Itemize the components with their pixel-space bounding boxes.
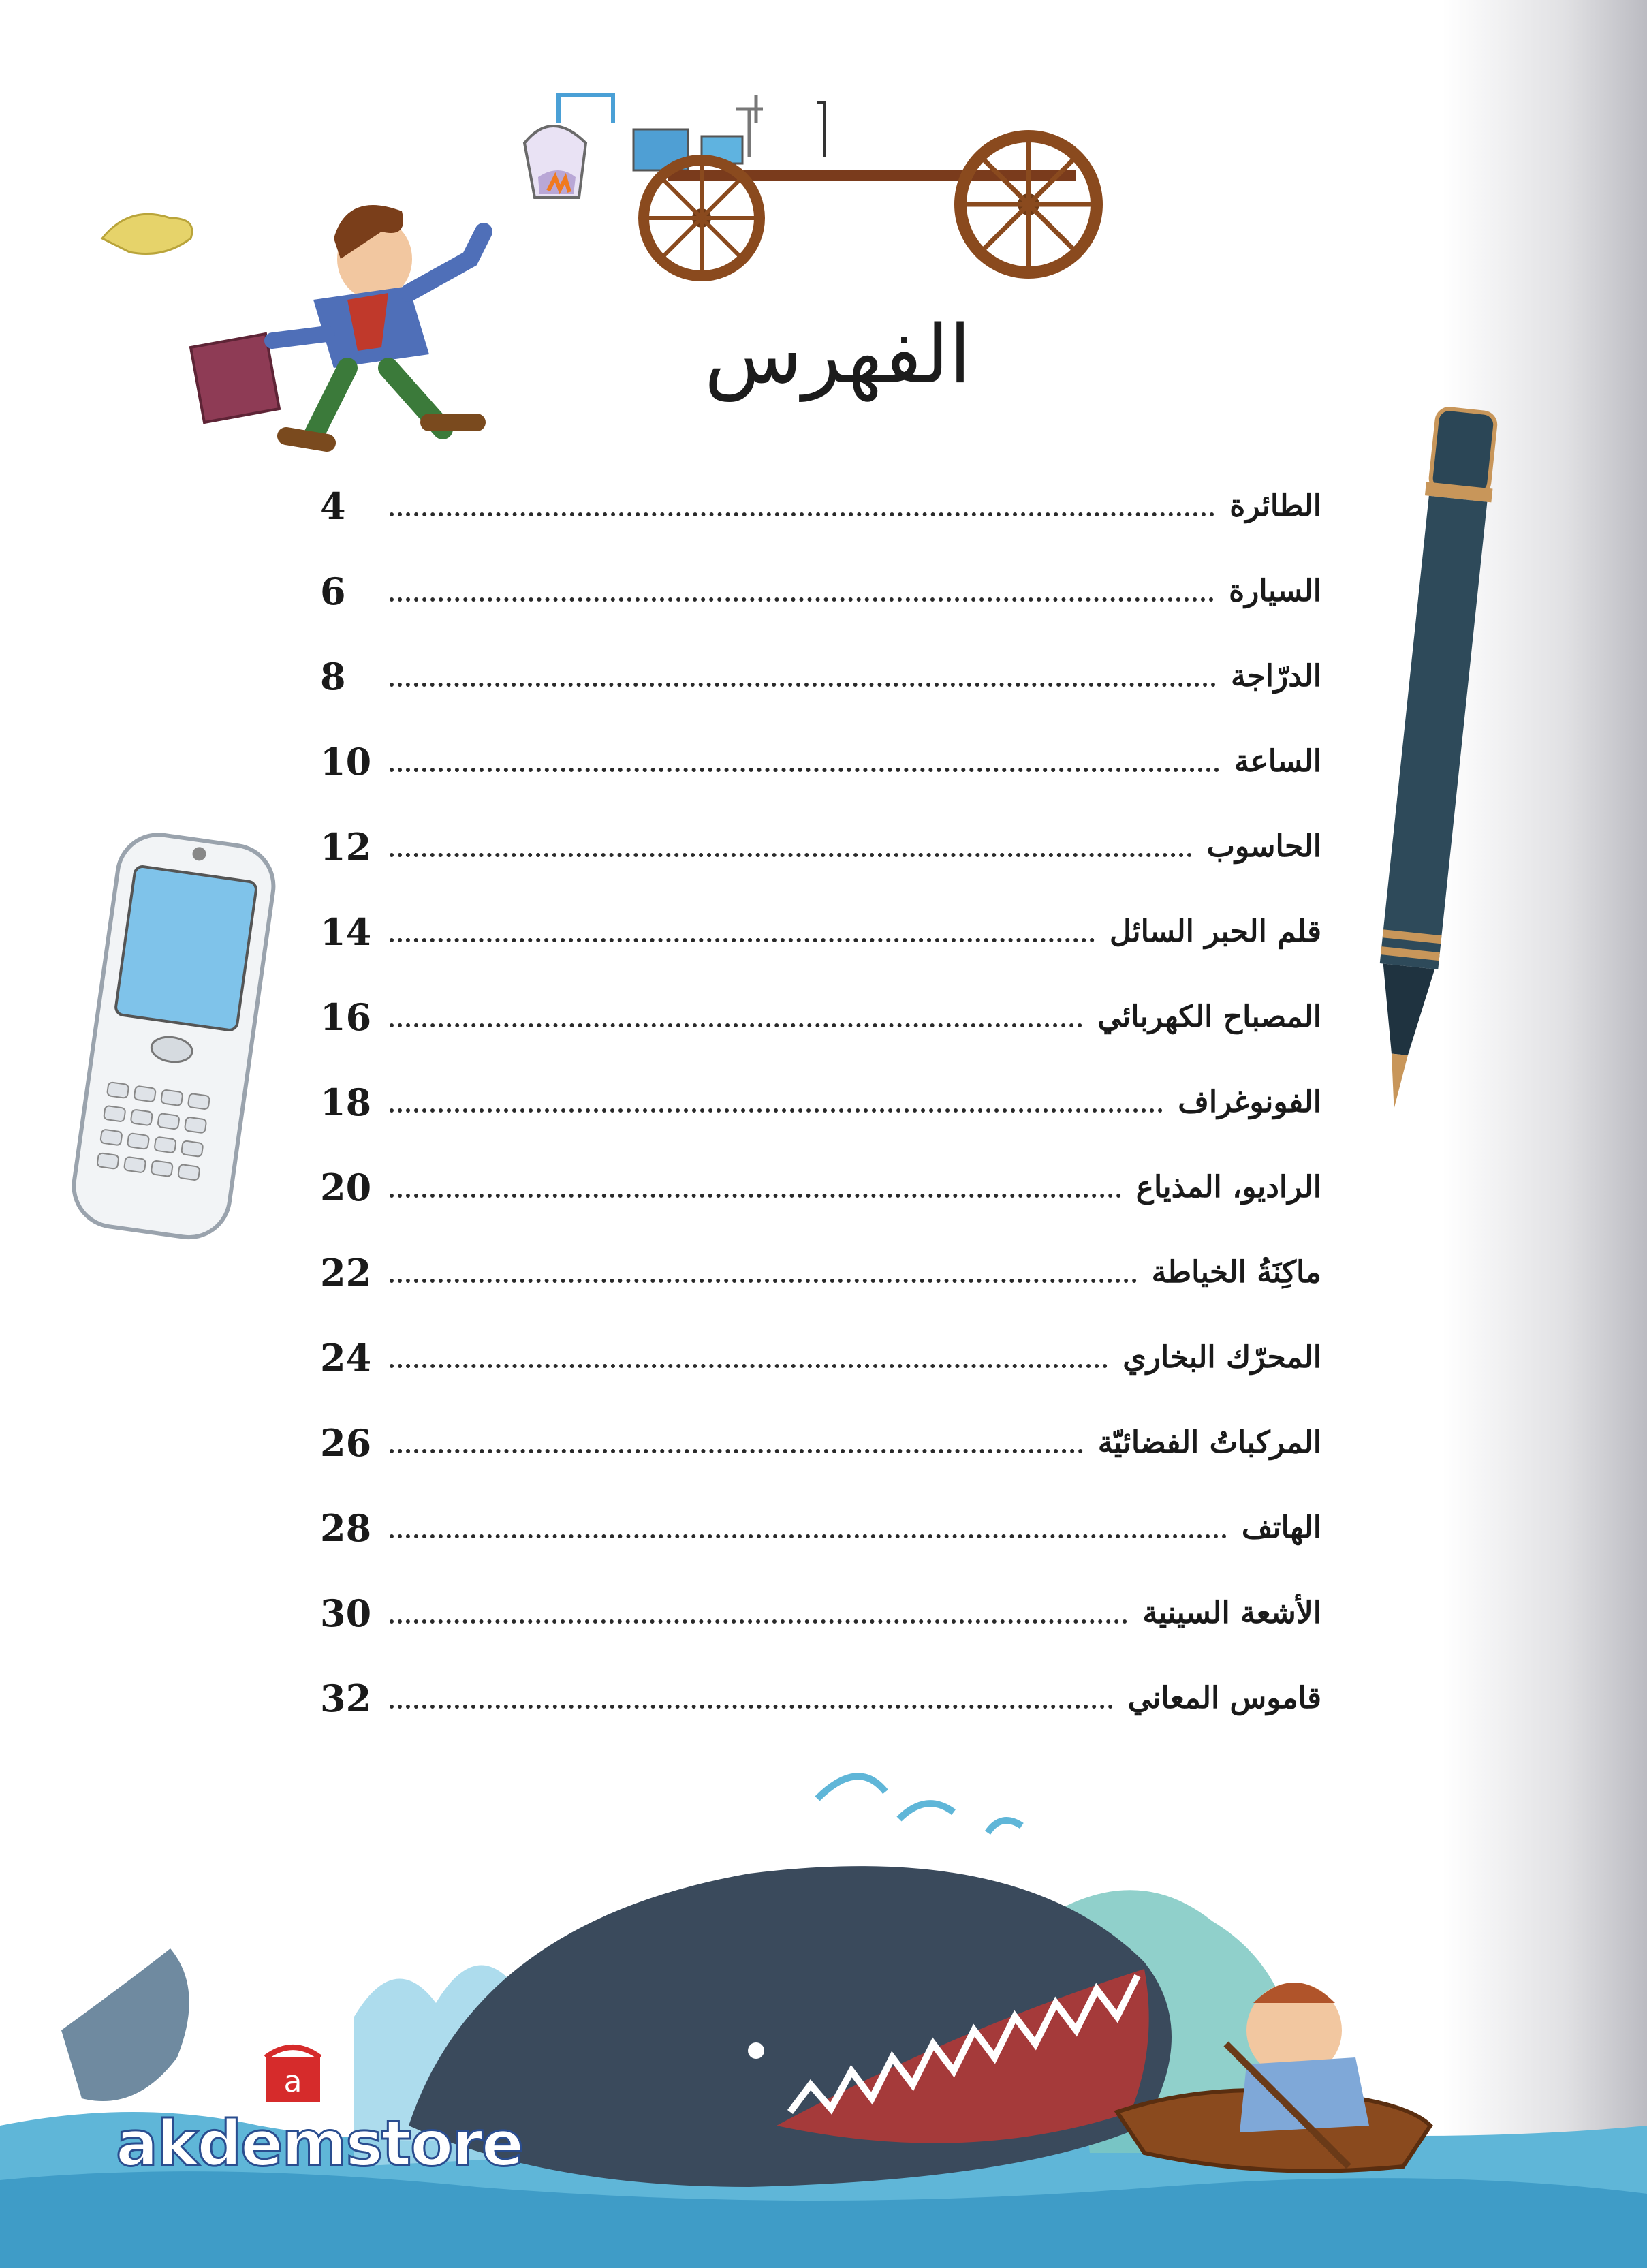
toc-leader — [390, 1619, 1127, 1624]
toc-row[interactable] — [320, 974, 1321, 1059]
toc-row[interactable] — [320, 719, 1321, 804]
toc-label: المصباح الكهربائي — [1091, 999, 1321, 1034]
toc-label: الأشعة السينية — [1135, 1596, 1321, 1630]
toc-leader — [390, 1449, 1083, 1453]
toc-leader — [390, 1023, 1082, 1027]
toc-page-number: 8 — [320, 654, 346, 698]
toc-label: السيارة — [1222, 574, 1321, 608]
toc-page-number: 26 — [320, 1420, 372, 1465]
toc-label: المركباتُ الفضائيّة — [1091, 1425, 1321, 1460]
toc-row[interactable] — [320, 1059, 1321, 1145]
toc-page-number: 4 — [320, 484, 346, 528]
toc-label: الدرّاجة — [1224, 659, 1321, 694]
toc-label: الراديو، المذياع — [1129, 1170, 1321, 1205]
toc-label: الهاتف — [1235, 1510, 1321, 1545]
toc-leader — [390, 1705, 1113, 1709]
toc-page-number: 20 — [320, 1165, 372, 1209]
toc-label: الساعة — [1227, 744, 1321, 779]
toc-leader — [390, 597, 1214, 602]
toc-page-number: 28 — [320, 1506, 372, 1550]
book-cart-icon — [259, 2037, 327, 2105]
toc-page-number: 12 — [320, 824, 372, 869]
toc-row[interactable] — [320, 804, 1321, 889]
toc-label: ماكِنَةُ الخياطة — [1145, 1255, 1321, 1290]
toc-row[interactable] — [320, 1656, 1321, 1741]
toc-label: المحرّك البخاري — [1116, 1340, 1321, 1375]
toc-leader — [390, 683, 1216, 687]
toc-page-number: 24 — [320, 1335, 372, 1380]
toc-leader — [390, 1534, 1227, 1538]
toc-page-number: 6 — [320, 569, 346, 613]
toc-leader — [390, 1279, 1137, 1283]
toc-page-number: 14 — [320, 910, 372, 954]
toc-page-number: 22 — [320, 1250, 372, 1294]
table-of-contents — [320, 463, 1321, 1741]
toc-page-number: 32 — [320, 1676, 372, 1720]
toc-page-number: 18 — [320, 1080, 372, 1124]
toc-leader — [390, 768, 1219, 772]
toc-row[interactable] — [320, 548, 1321, 634]
toc-leader — [390, 512, 1214, 516]
svg-text:a: a — [283, 2064, 302, 2099]
publisher-logo — [116, 2037, 523, 2187]
toc-row[interactable] — [320, 889, 1321, 974]
fountain-pen-illustration — [1355, 402, 1505, 1124]
toc-page-number: 10 — [320, 739, 372, 783]
steam-car-illustration — [497, 82, 1138, 286]
toc-row[interactable] — [320, 1315, 1321, 1400]
toc-row[interactable] — [320, 634, 1321, 719]
toc-label: قلم الحبر السائل — [1103, 914, 1321, 949]
toc-leader — [390, 1364, 1108, 1368]
mobile-phone-illustration — [54, 824, 286, 1247]
toc-page-number: 16 — [320, 995, 372, 1039]
toc-label: الحاسوب — [1200, 829, 1321, 864]
toc-label: الطائرة — [1223, 488, 1321, 523]
toc-row[interactable] — [320, 1485, 1321, 1570]
toc-row[interactable] — [320, 463, 1321, 548]
logo-wordmark: akdemstore — [116, 2107, 523, 2180]
toc-label: قاموس المعاني — [1121, 1681, 1321, 1715]
toc-page-number: 30 — [320, 1591, 372, 1635]
running-boy-illustration — [89, 177, 511, 463]
whale-sea-illustration — [0, 1744, 1647, 2268]
toc-leader — [390, 1194, 1121, 1198]
toc-leader — [390, 938, 1095, 942]
toc-row[interactable] — [320, 1400, 1321, 1485]
page-title: الفهرس — [704, 307, 971, 401]
toc-label: الفونوغراف — [1171, 1085, 1321, 1119]
toc-leader — [390, 1108, 1163, 1113]
toc-row[interactable] — [320, 1230, 1321, 1315]
toc-leader — [390, 853, 1192, 857]
toc-row[interactable] — [320, 1145, 1321, 1230]
toc-row[interactable] — [320, 1570, 1321, 1656]
